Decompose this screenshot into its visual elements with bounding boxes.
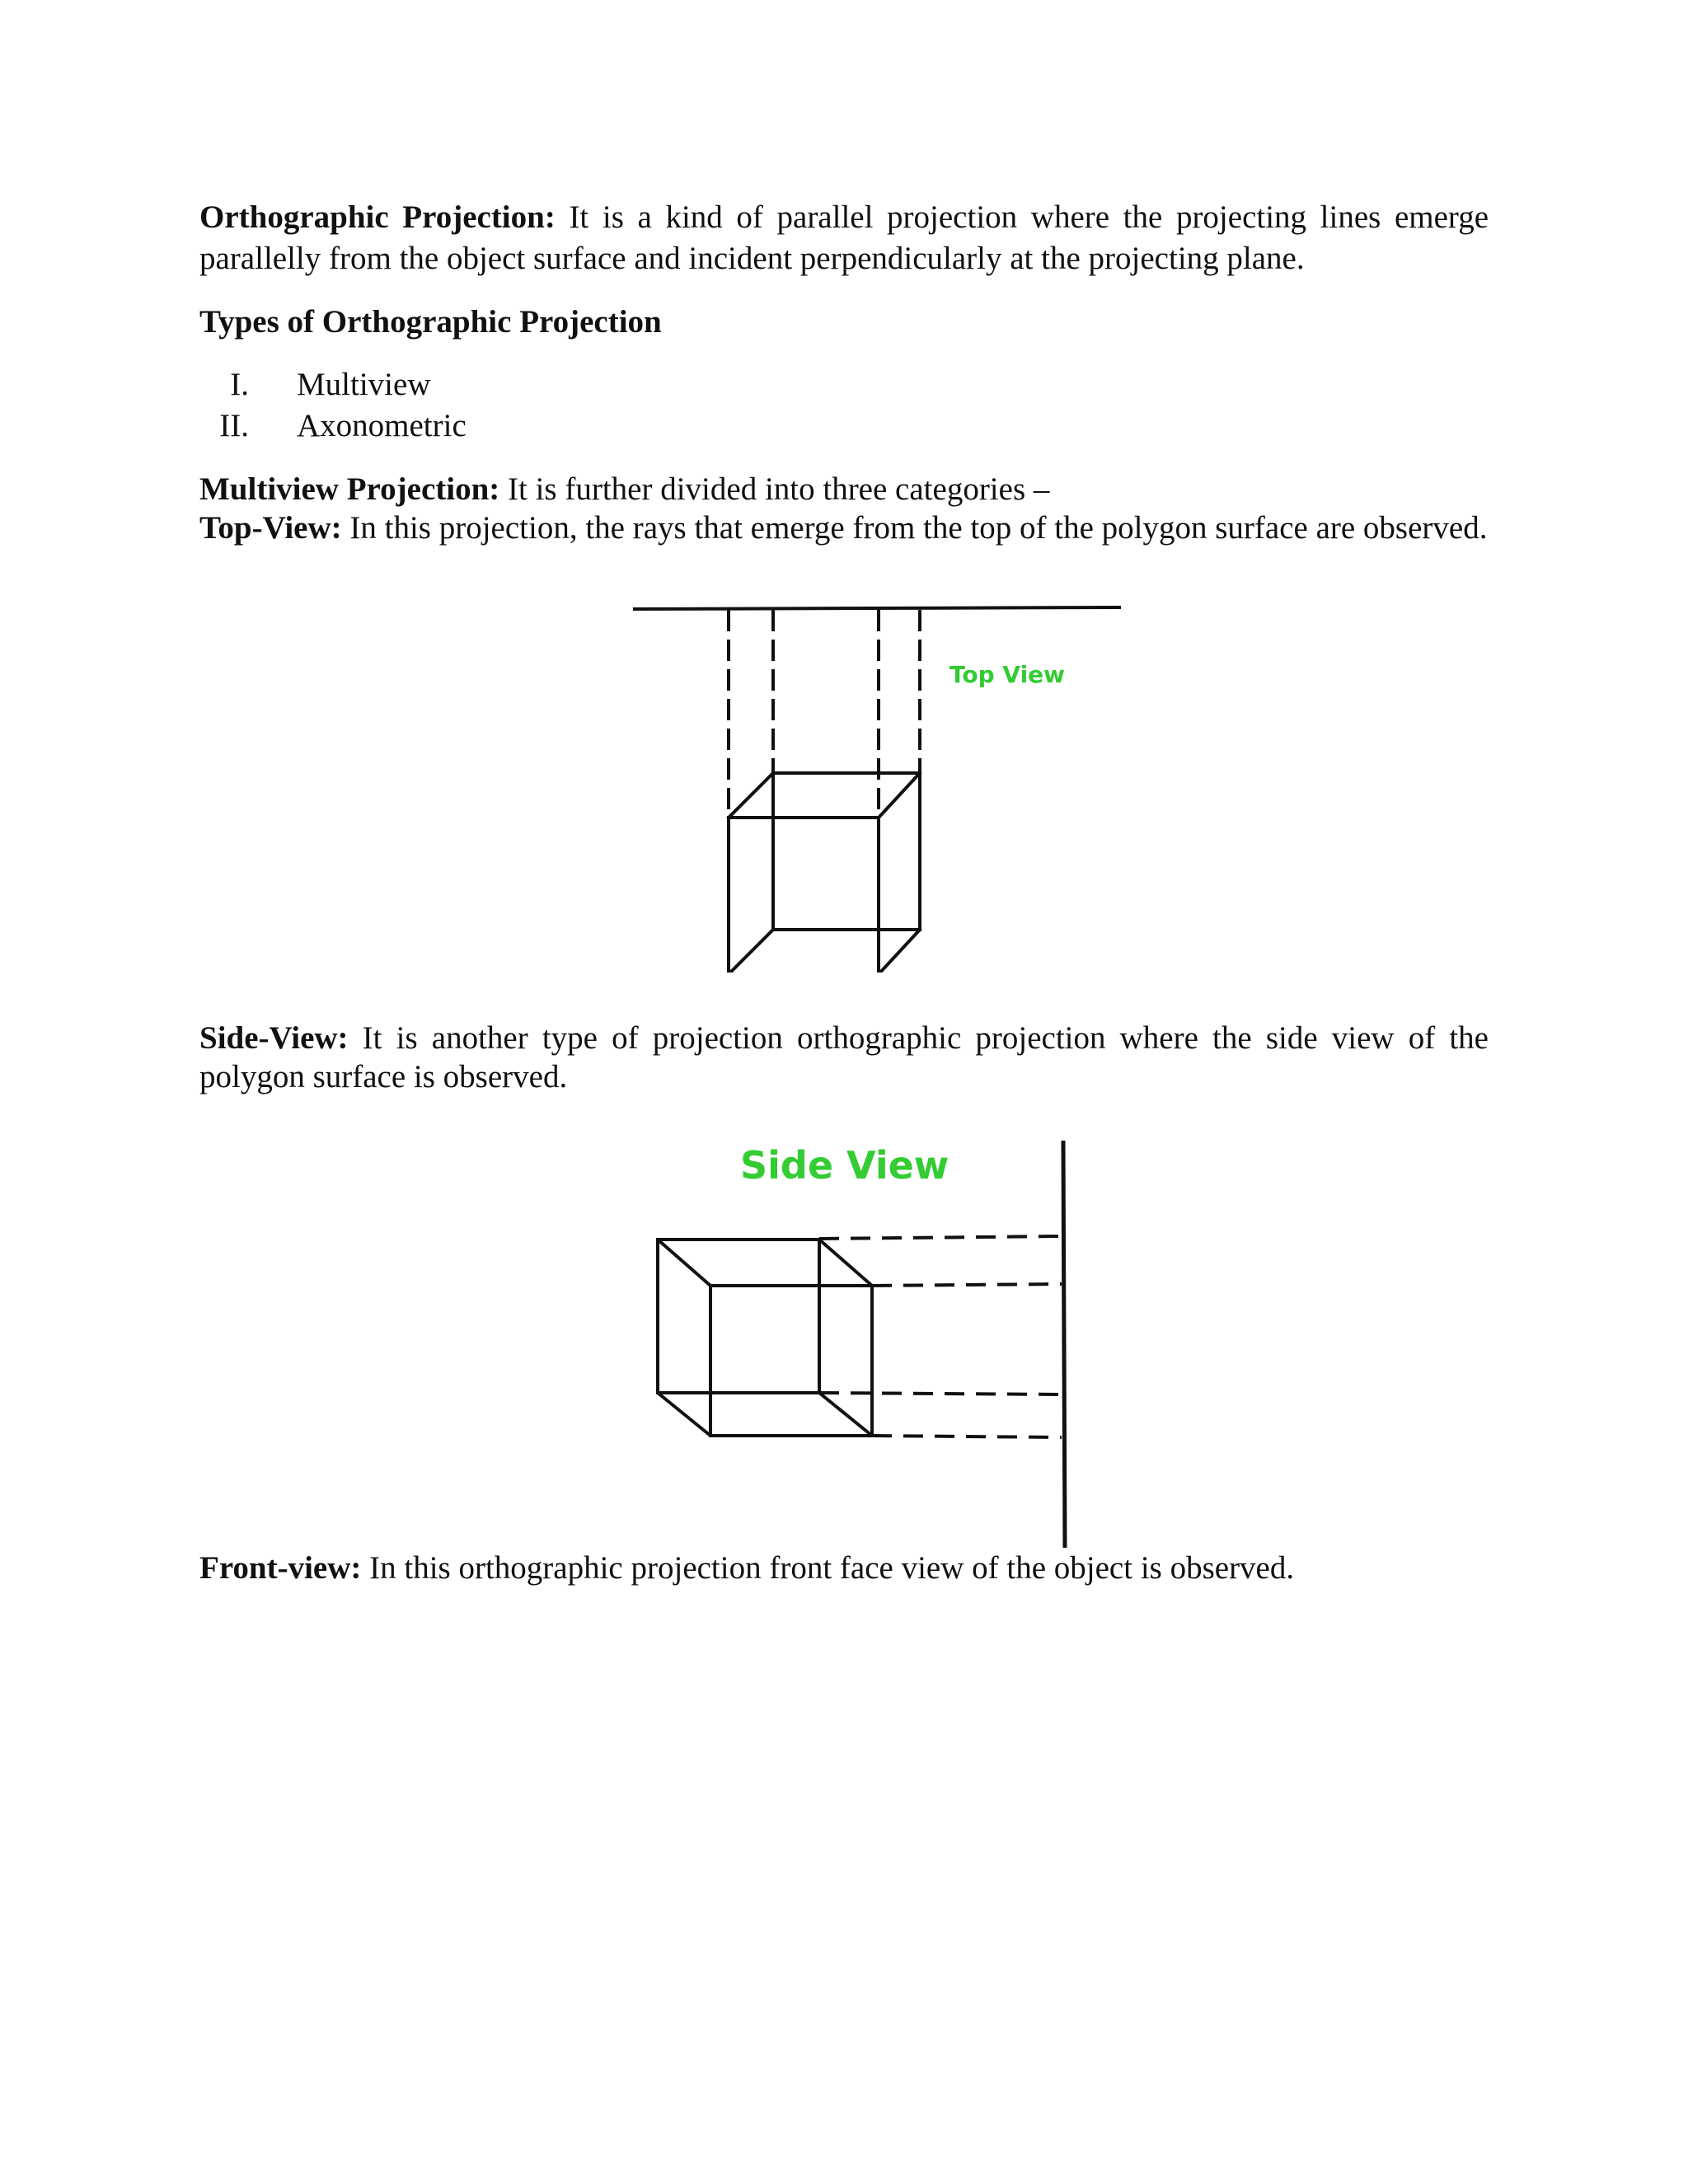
top-view-figure xyxy=(626,593,1129,972)
projector-line xyxy=(819,1236,1062,1239)
types-heading: Types of Orthographic Projection xyxy=(199,304,662,340)
wireframe-cube xyxy=(729,773,920,972)
list-label: Axonometric xyxy=(297,408,467,443)
orthographic-projection-text: It is a kind of parallel projection where the projecting lines emerge parallelly from the object surface and incident perpendicularly at the projecting plane. xyxy=(199,199,1489,276)
projection-plane-line xyxy=(635,607,1119,609)
side-view-term: Side-View: xyxy=(199,1020,349,1056)
projector-line xyxy=(872,1436,1062,1437)
projector-line xyxy=(819,1393,1062,1394)
list-number: I. xyxy=(230,367,249,402)
wireframe-cube xyxy=(658,1240,872,1436)
front-view-text: In this orthographic projection front face view of the object is observed. xyxy=(361,1550,1295,1586)
top-view-text: In this projection, the rays that emerge from the top of the polygon surface are observed. xyxy=(341,510,1488,546)
orthographic-projection-paragraph xyxy=(199,197,1489,279)
top-view-paragraph xyxy=(199,509,1489,547)
projector-line xyxy=(872,1284,1062,1286)
list-label: Multiview xyxy=(297,367,431,402)
projection-plane-line xyxy=(1063,1141,1065,1548)
front-view-paragraph xyxy=(199,1548,1489,1589)
orthographic-projection-term: Orthographic Projection: xyxy=(199,199,556,235)
top-view-term: Top-View: xyxy=(199,510,342,546)
multiview-term: Multiview Projection: xyxy=(199,471,500,507)
multiview-paragraph xyxy=(199,469,1489,510)
side-view-paragraph xyxy=(199,1019,1489,1096)
multiview-text: It is further divided into three categories – xyxy=(499,471,1050,507)
side-view-text: It is another type of projection orthographic projection where the side view of the polygon surface is observed. xyxy=(199,1020,1489,1094)
side-view-label: Side View xyxy=(740,1143,950,1188)
top-view-label: Top View xyxy=(950,661,1066,688)
front-view-term: Front-view: xyxy=(199,1550,362,1586)
side-view-figure xyxy=(643,1129,1088,1549)
list-number: II. xyxy=(219,408,249,443)
